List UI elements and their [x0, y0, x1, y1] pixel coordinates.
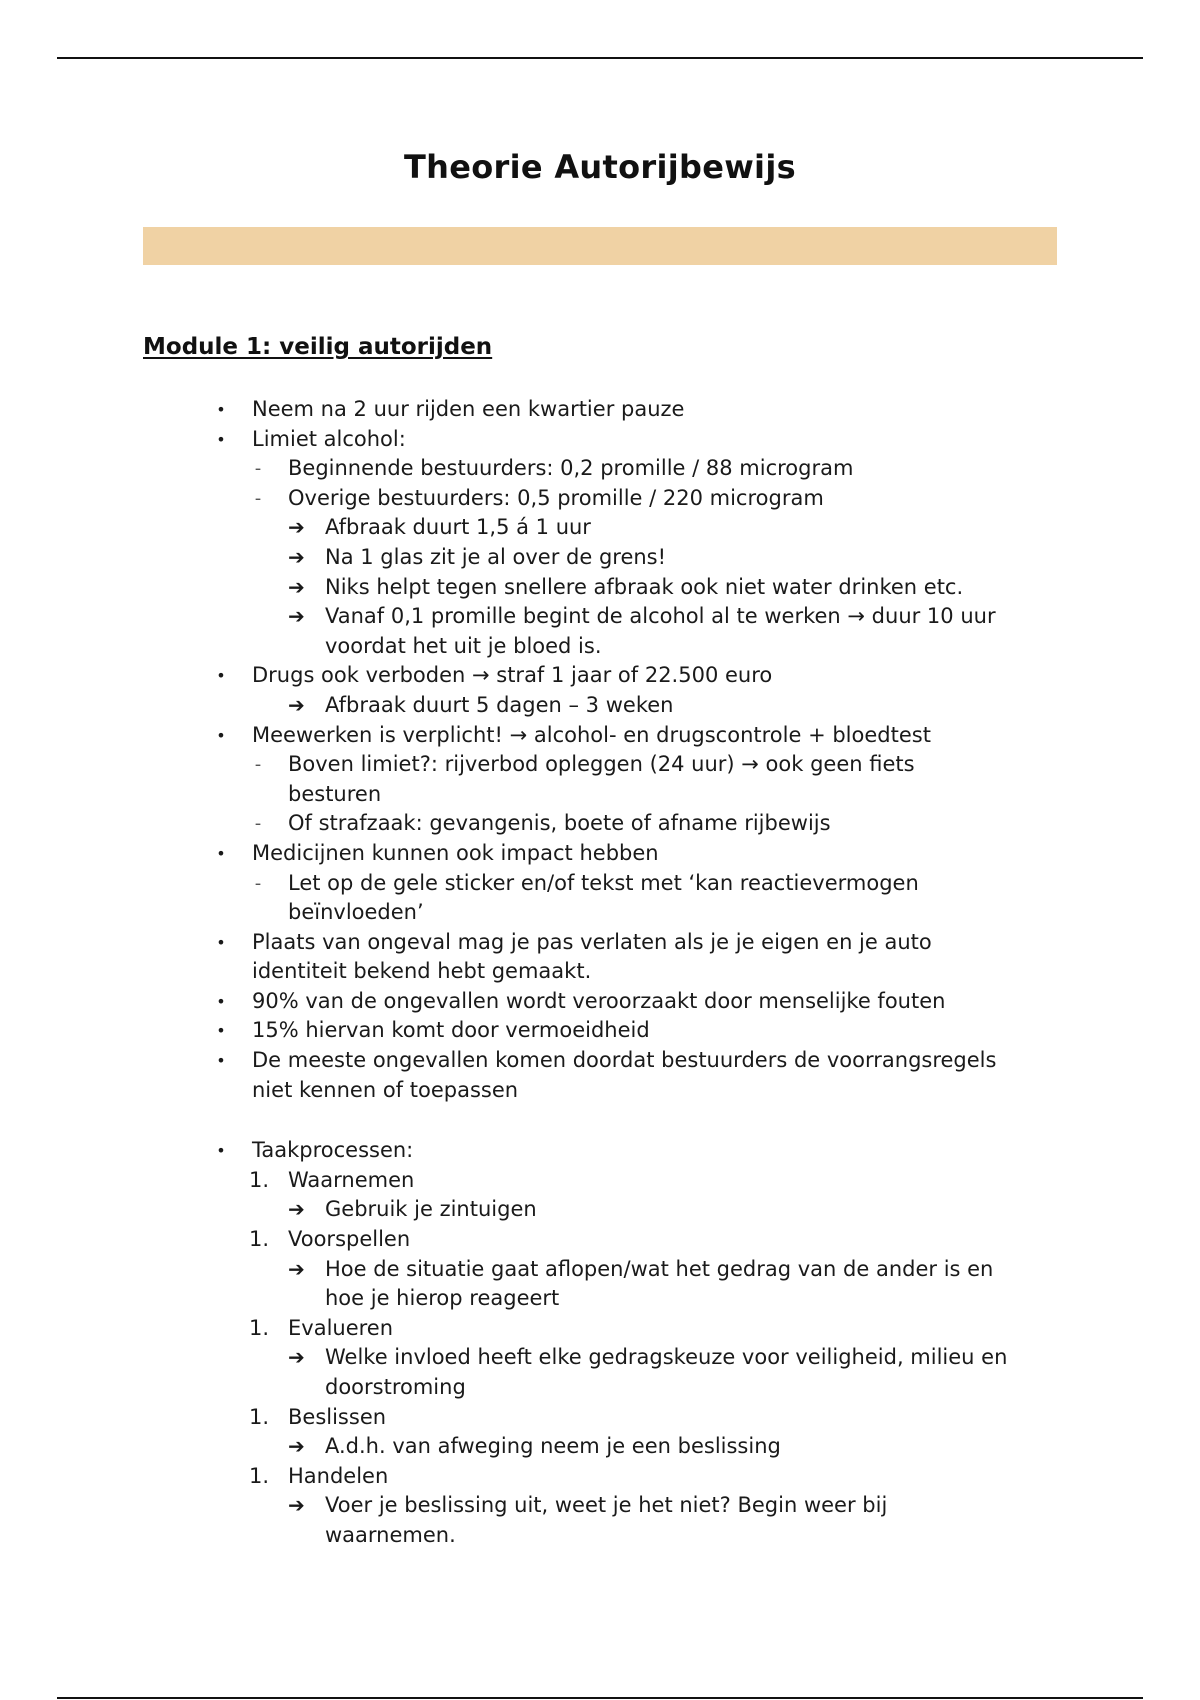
list-item: [0, 1136, 1200, 1166]
blank-line: [0, 1105, 1200, 1136]
list-item-text: Of strafzaak: gevangenis, boete of afname rijbewijs: [288, 811, 831, 836]
list-item-continuation: [0, 1076, 1200, 1106]
list-item-text: Beslissen: [288, 1404, 387, 1429]
list-item: [0, 839, 1200, 869]
list-item-text: 90% van de ongevallen wordt veroorzaakt door menselijke fouten: [252, 988, 946, 1013]
arrow-icon: ➔: [288, 1493, 305, 1518]
list-item: [0, 425, 1200, 455]
bullet-marker: •: [216, 666, 226, 686]
bullet-marker: •: [216, 1141, 226, 1161]
list-item-continuation: [0, 1521, 1200, 1551]
arrow-list-item: [0, 602, 1200, 632]
title-banner: [143, 227, 1057, 265]
sub-list-item: [0, 484, 1200, 514]
list-item-text: Na 1 glas zit je al over de grens!: [325, 544, 667, 569]
arrow-icon: ➔: [288, 544, 305, 569]
list-item-text: doorstroming: [325, 1375, 466, 1399]
dash-marker: -: [254, 487, 262, 509]
arrow-icon: ➔: [288, 1345, 305, 1370]
arrow-list-item: [0, 1255, 1200, 1285]
list-item-text: Medicijnen kunnen ook impact hebben: [252, 840, 659, 865]
list-item-text: Neem na 2 uur rijden een kwartier pauze: [252, 397, 685, 421]
sub-list-item: [0, 750, 1200, 780]
arrow-list-item: [0, 1491, 1200, 1521]
list-item: [0, 395, 1200, 425]
list-item-text: Handelen: [288, 1463, 389, 1488]
list-item-continuation: [0, 898, 1200, 928]
list-item-text: Afbraak duurt 1,5 á 1 uur: [325, 515, 591, 540]
list-item: [0, 1016, 1200, 1046]
dash-marker: -: [254, 754, 262, 776]
list-item-text: Beginnende bestuurders: 0,2 promille / 88 microgram: [288, 456, 854, 481]
bullet-marker: •: [216, 991, 226, 1011]
list-item-text: 15% hiervan komt door vermoeidheid: [252, 1018, 650, 1043]
arrow-list-item: [0, 543, 1200, 573]
arrow-icon: ➔: [288, 604, 305, 629]
list-item-text: Vanaf 0,1 promille begint de alcohol al te werken → duur 10 uur: [325, 604, 996, 629]
numbered-item: [0, 1225, 1200, 1255]
list-item-text: Let op de gele sticker en/of tekst met ‘kan reactievermogen: [288, 870, 919, 895]
list-item: [0, 1046, 1200, 1076]
dash-marker: -: [254, 813, 262, 835]
list-item-text: Welke invloed heeft elke gedragskeuze voor veiligheid, milieu en: [325, 1345, 1008, 1370]
numbered-item: [0, 1166, 1200, 1196]
bullet-marker: •: [216, 1021, 226, 1041]
bullet-marker: •: [216, 1051, 226, 1071]
arrow-icon: ➔: [288, 1434, 305, 1459]
list-item-continuation: [0, 1373, 1200, 1403]
arrow-icon: ➔: [288, 1197, 305, 1222]
list-item: [0, 987, 1200, 1017]
numbered-item: [0, 1403, 1200, 1433]
sub-list-item: [0, 869, 1200, 899]
number-marker: 1.: [249, 1463, 270, 1488]
bullet-marker: •: [216, 400, 226, 419]
list-item-text: Hoe de situatie gaat aflopen/wat het gedrag van de ander is en: [325, 1256, 994, 1281]
arrow-list-item: [0, 691, 1200, 721]
list-item-text: Limiet alcohol:: [252, 426, 406, 451]
numbered-item: [0, 1462, 1200, 1492]
list-item-text: Voorspellen: [288, 1227, 411, 1252]
list-item-text: besturen: [288, 781, 382, 806]
bullet-marker: •: [216, 843, 226, 863]
list-item-text: identiteit bekend hebt gemaakt.: [252, 959, 592, 984]
list-item-text: Waarnemen: [288, 1167, 415, 1192]
list-item-text: Evalueren: [288, 1315, 394, 1340]
list-item-continuation: [0, 780, 1200, 810]
list-item-text: Voer je beslissing uit, weet je het niet? Begin weer bij: [325, 1493, 888, 1518]
page-title: Theorie Autorijbewijs: [404, 148, 796, 186]
dash-marker: -: [254, 458, 262, 480]
arrow-icon: ➔: [288, 692, 305, 717]
list-item-text: Overige bestuurders: 0,5 promille / 220 microgram: [288, 485, 824, 510]
document-body: [0, 395, 1200, 1551]
list-item: [0, 721, 1200, 751]
list-item-text: voordat het uit je bloed is.: [325, 633, 602, 658]
arrow-list-item: [0, 513, 1200, 543]
bullet-marker: •: [216, 932, 226, 952]
list-item: [0, 928, 1200, 958]
arrow-icon: ➔: [288, 574, 305, 599]
numbered-item: [0, 1314, 1200, 1344]
list-item-continuation: [0, 957, 1200, 987]
number-marker: 1.: [249, 1315, 270, 1340]
arrow-icon: ➔: [288, 515, 305, 540]
list-item-text: waarnemen.: [325, 1522, 456, 1547]
sub-list-item: [0, 454, 1200, 484]
list-item-text: Drugs ook verboden → straf 1 jaar of 22.500 euro: [252, 663, 773, 688]
list-item-continuation: [0, 1284, 1200, 1314]
arrow-list-item: [0, 573, 1200, 603]
section-heading: Module 1: veilig autorijden: [143, 334, 493, 360]
sub-list-item: [0, 809, 1200, 839]
list-item-text: Gebruik je zintuigen: [325, 1197, 537, 1222]
list-item-continuation: [0, 632, 1200, 662]
dash-marker: -: [254, 872, 262, 894]
list-item-text: Afbraak duurt 5 dagen – 3 weken: [325, 692, 674, 717]
arrow-list-item: [0, 1195, 1200, 1225]
list-item-text: niet kennen of toepassen: [252, 1077, 519, 1102]
list-item: [0, 661, 1200, 691]
top-rule: [57, 57, 1143, 59]
list-item-text: Taakprocessen:: [252, 1138, 414, 1163]
list-item-text: hoe je hierop reageert: [325, 1286, 560, 1311]
bullet-marker: •: [216, 429, 226, 449]
bullet-marker: •: [216, 725, 226, 745]
list-item-text: Plaats van ongeval mag je pas verlaten als je je eigen en je auto: [252, 929, 932, 954]
arrow-list-item: [0, 1343, 1200, 1373]
list-item-text: beïnvloeden’: [288, 900, 424, 925]
list-item-text: De meeste ongevallen komen doordat bestuurders de voorrangsregels: [252, 1048, 997, 1073]
list-item-text: A.d.h. van afweging neem je een beslissing: [325, 1434, 781, 1459]
list-item-text: Niks helpt tegen snellere afbraak ook niet water drinken etc.: [325, 574, 964, 599]
list-item-text: Boven limiet?: rijverbod opleggen (24 uur) → ook geen fiets: [288, 752, 915, 777]
bottom-rule: [57, 1697, 1143, 1699]
number-marker: 1.: [249, 1227, 270, 1252]
number-marker: 1.: [249, 1167, 270, 1192]
arrow-list-item: [0, 1432, 1200, 1462]
number-marker: 1.: [249, 1404, 270, 1429]
list-item-text: Meewerken is verplicht! → alcohol- en drugscontrole + bloedtest: [252, 722, 931, 747]
arrow-icon: ➔: [288, 1256, 305, 1281]
